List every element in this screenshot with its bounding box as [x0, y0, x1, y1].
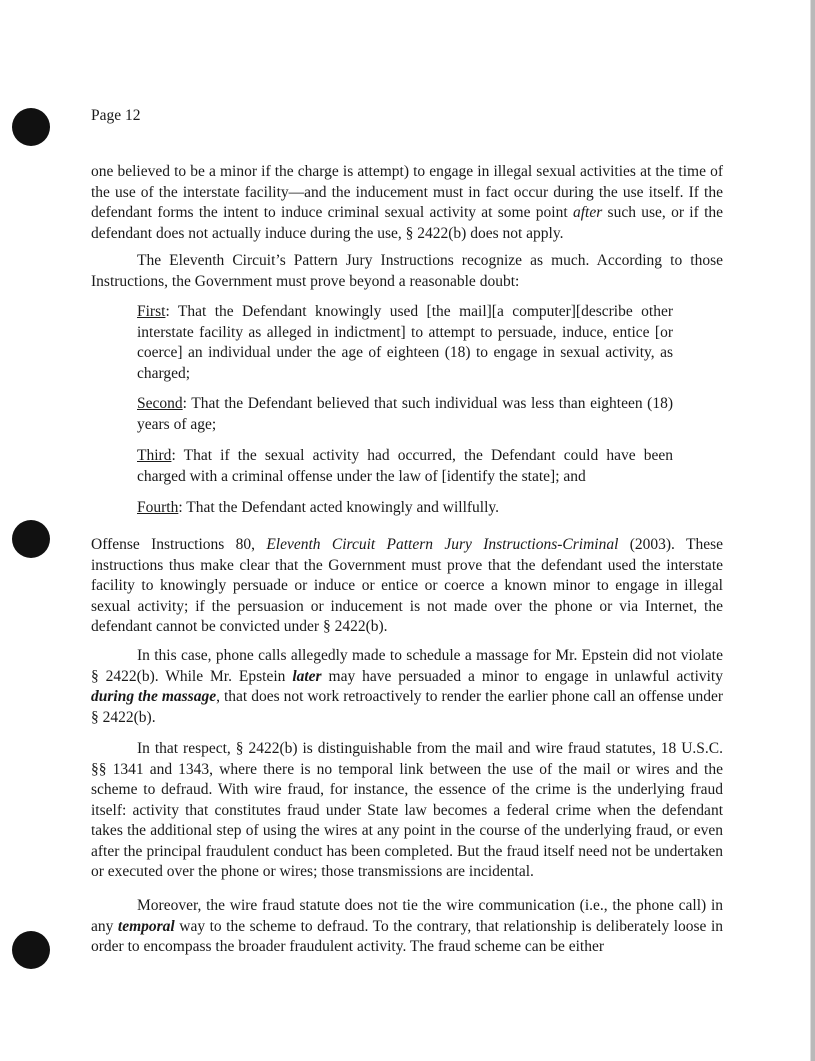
paragraph-pattern-instructions: The Eleventh Circuit’s Pattern Jury Instructions recognize as much. According to those Instructions, the Government must prove beyond a reasonable doubt: — [91, 252, 723, 290]
paragraph-offense-instructions — [91, 535, 723, 638]
text-span: way to the scheme to defraud. To the contrary, that relationship is deliberately loose in order to encompass the broader fraudulent activity. The fraud scheme can be either — [91, 917, 724, 955]
element-text: : That the Defendant acted knowingly and willfully. — [178, 499, 500, 516]
element-label: First — [137, 303, 166, 320]
text-span: one believed to be a minor if the charge is attempt) to engage in illegal sexual activities at the time of the use of the interstate facility—and the inducement must in fact occur during the use itself. If the defendant forms the intent to induce criminal sexual activity at some point — [91, 163, 723, 221]
page-edge-shadow — [810, 0, 811, 1061]
text-span: may have persuaded a minor to engage in unlawful activity — [321, 667, 723, 685]
punch-hole-middle — [12, 520, 50, 558]
punch-hole-bottom — [12, 931, 50, 969]
element-second — [137, 394, 673, 435]
emphasis-later: later — [292, 667, 322, 685]
element-first — [137, 302, 673, 384]
element-text: : That the Defendant believed that such individual was less than eighteen (18) years of age; — [137, 395, 673, 433]
element-label: Fourth — [137, 499, 179, 516]
text-span: Offense Instructions 80, — [91, 536, 267, 553]
element-third — [137, 446, 673, 487]
text-span: Moreover, the wire fraud statute does not tie the wire communication (i.e., the phone call) in any — [91, 897, 723, 935]
paragraph-temporal — [91, 896, 723, 958]
page-number: Page 12 — [91, 107, 141, 124]
emphasis-temporal: temporal — [117, 917, 175, 935]
element-text: : That the Defendant knowingly used [the mail][a computer][describe other interstate facility as alleged in indictment] to attempt to persuade, induce, entice [or coerce] an individual under the age of eighteen (18) to engage in sexual activity, as charged; — [137, 303, 673, 382]
element-fourth — [137, 498, 673, 519]
page-edge — [811, 0, 815, 1061]
text-span: In this case, phone calls allegedly made to schedule a massage for Mr. Epstein did not violate § 2422(b). While Mr. Epstein — [91, 647, 723, 685]
element-label: Third — [137, 447, 172, 464]
element-label: Second — [137, 395, 183, 412]
text-span: such use, or if the defendant does not actually induce during the use, § 2422(b) does not apply. — [91, 204, 724, 242]
paragraph-inducement — [91, 162, 723, 244]
text-span: (2003). These instructions thus make clear that the Government must prove that the defendant used the interstate facility to knowingly persuade or induce or entice or coerce a known minor to engage in illegal sexual activity; if the persuasion or inducement is not made over the phone or via Internet, the defendant cannot be convicted under § 2422(b). — [91, 536, 723, 635]
citation-title: Eleventh Circuit Pattern Jury Instructions-Criminal — [266, 536, 619, 553]
punch-hole-top — [12, 108, 50, 146]
emphasis-during-massage: during the massage — [91, 688, 217, 705]
paragraph-phone-calls — [91, 646, 723, 728]
emphasis-after: after — [572, 204, 603, 221]
paragraph-wire-fraud: In that respect, § 2422(b) is distinguishable from the mail and wire fraud statutes, 18 U.S.C. §§ 1341 and 1343, where there is no temporal link between the use of the mail or wires and the scheme to defraud. With wire fraud, for instance, the essence of the crime is the underlying fraud itself: activity that constitutes fraud under State law becomes a federal crime when the defendant takes the additional step of using the wires at any point in the course of the underlying fraud, or even after the principal fraudulent conduct has been completed. But the fraud itself need not be undertaken or executed over the phone or wires; those transmissions are incidental. — [91, 740, 723, 880]
element-text: : That if the sexual activity had occurred, the Defendant could have been charged with a criminal offense under the law of [identify the state]; and — [137, 447, 673, 485]
text-span: , that does not work retroactively to render the earlier phone call an offense under § 2422(b). — [91, 688, 724, 726]
